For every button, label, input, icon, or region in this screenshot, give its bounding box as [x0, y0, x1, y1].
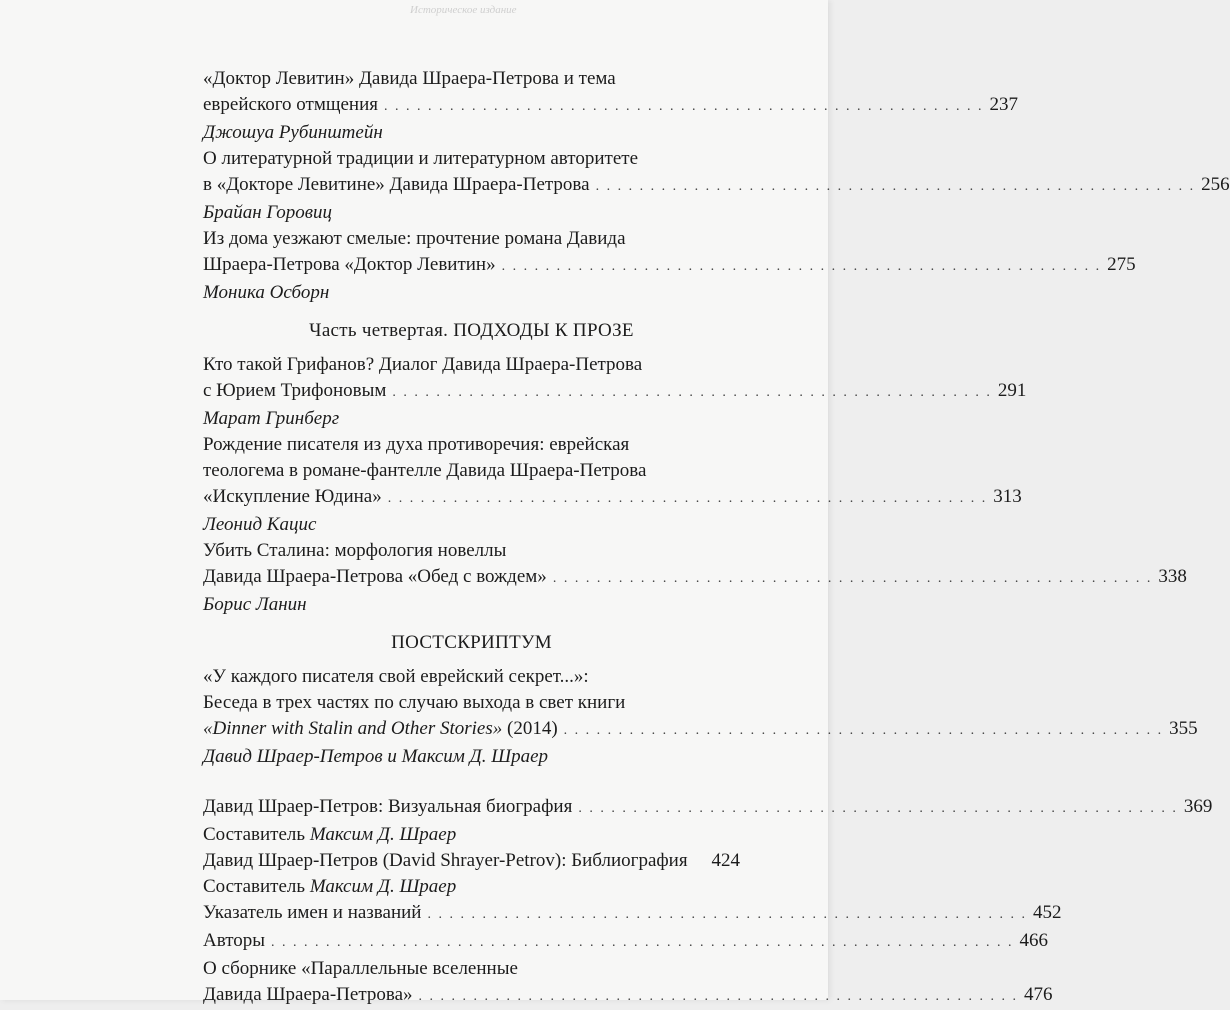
toc-entry-title-last: в «Докторе Левитине» Давида Шраера-Петрова . . . . . . . . . . . . . . . . . . . . . . . . . . . . . . . . . . . . . . . . . . . . . . . . . . . . . . . 256	[203, 172, 740, 200]
leader-dots: . . . . . . . . . . . . . . . . . . . . . . . . . . . . . . . . . . . . . . . . . . . . . . . . . . . . . . .	[387, 491, 988, 506]
toc-entry-title: О сборнике «Параллельные вселенные	[203, 958, 518, 979]
page-number: 424	[711, 850, 740, 871]
toc-entry-title-last: Давид Шраер-Петров: Визуальная биография . . . . . . . . . . . . . . . . . . . . . . . . . . . . . . . . . . . . . . . . . . . . . . . . . . . . . . . 369	[203, 794, 740, 822]
toc-entry	[203, 848, 740, 900]
leader-dots: . . . . . . . . . . . . . . . . . . . . . . . . . . . . . . . . . . . . . . . . . . . . . . . . . . . . . . .	[384, 99, 984, 114]
toc-entry	[203, 664, 1198, 770]
toc-entry-title-last: Указатель имен и названий . . . . . . . . . . . . . . . . . . . . . . . . . . . . . . . . . . . . . . . . . . . . . . . . . . . . . . . 452	[203, 900, 740, 928]
leader-dots: . . . . . . . . . . . . . . . . . . . . . . . . . . . . . . . . . . . . . . . . . . . . . . . . . . . . . . .	[563, 723, 1164, 738]
leader-dots: . . . . . . . . . . . . . . . . . . . . . . . . . . . . . . . . . . . . . . . . . . . . . . . . . . . . . . .	[578, 801, 1178, 816]
toc-entry-title: «У каждого писателя свой еврейский секрет...»:	[203, 666, 589, 687]
toc-entry	[203, 66, 1018, 146]
toc-entry	[203, 538, 1187, 618]
toc-entry	[203, 900, 1062, 928]
toc-entry-title-last: Давида Шраера-Петрова» . . . . . . . . . . . . . . . . . . . . . . . . . . . . . . . . . . . . . . . . . . . . . . . . . . . . . . . 476	[203, 982, 740, 1010]
toc-entry-title: теологема в романе-фантелле Давида Шраера-Петрова	[203, 460, 647, 481]
page-number: 256	[1201, 174, 1230, 195]
toc-entry-title: О литературной традиции и литературном авторитете	[203, 148, 638, 169]
section-heading-part-four: Часть четвертая. ПОДХОДЫ К ПРОЗЕ	[309, 320, 634, 341]
page-number: 338	[1158, 566, 1187, 587]
toc-entry-title-last: с Юрием Трифоновым . . . . . . . . . . . . . . . . . . . . . . . . . . . . . . . . . . . . . . . . . . . . . . . . . . . . . . . 291	[203, 378, 740, 406]
page-number: 355	[1169, 718, 1198, 739]
toc-entry-title-last: Шраера-Петрова «Доктор Левитин» . . . . . . . . . . . . . . . . . . . . . . . . . . . . . . . . . . . . . . . . . . . . . . . . . . . . . . . 275	[203, 252, 740, 280]
toc-entry-title: Беседа в трех частях по случаю выхода в свет книги	[203, 692, 626, 713]
page-number: 452	[1032, 902, 1062, 923]
leader-dots: . . . . . . . . . . . . . . . . . . . . . . . . . . . . . . . . . . . . . . . . . . . . . . . . . . . . . . .	[501, 259, 1102, 274]
toc-entry-title-last: Давид Шраер-Петров (David Shrayer-Petrov): Библиография 424	[203, 848, 740, 874]
toc-entry	[203, 794, 1213, 848]
toc-entry-title: Убить Сталина: морфология новеллы	[203, 540, 507, 561]
leader-dots: . . . . . . . . . . . . . . . . . . . . . . . . . . . . . . . . . . . . . . . . . . . . . . . . . . . . . . .	[392, 385, 992, 400]
section-heading-postscript: ПОСТСКРИПТУМ	[391, 632, 552, 653]
toc-entry-title: Рождение писателя из духа противоречия: еврейская	[203, 434, 630, 455]
page-number: 275	[1107, 254, 1136, 275]
toc-entry-title-last: еврейского отмщения . . . . . . . . . . . . . . . . . . . . . . . . . . . . . . . . . . . . . . . . . . . . . . . . . . . . . . . 237	[203, 92, 740, 120]
toc-entry-author: Марат Гринберг	[203, 408, 340, 429]
spacer	[203, 770, 740, 794]
toc-entry	[203, 226, 1136, 306]
leader-dots: . . . . . . . . . . . . . . . . . . . . . . . . . . . . . . . . . . . . . . . . . . . . . . . . . . . . . . . . . . . . . . . . . . . .	[271, 935, 1014, 950]
leader-dots: . . . . . . . . . . . . . . . . . . . . . . . . . . . . . . . . . . . . . . . . . . . . . . . . . . . . . . .	[427, 907, 1027, 922]
page-number: 466	[1019, 930, 1049, 951]
toc-entry-title-last: Давида Шраера-Петрова «Обед с вождем» . . . . . . . . . . . . . . . . . . . . . . . . . . . . . . . . . . . . . . . . . . . . . . . . . . . . . . . 338	[203, 564, 740, 592]
page-number: 313	[993, 486, 1022, 507]
toc-entry-author: Борис Ланин	[203, 594, 307, 615]
table-of-contents	[203, 66, 1230, 1010]
toc-entry-compiler: Составитель Максим Д. Шраер	[203, 824, 457, 845]
leader-dots: . . . . . . . . . . . . . . . . . . . . . . . . . . . . . . . . . . . . . . . . . . . . . . . . . . . . . . .	[595, 179, 1196, 194]
toc-entry-title: «Доктор Левитин» Давида Шраера-Петрова и тема	[203, 68, 616, 89]
toc-entry-title-last: Авторы . . . . . . . . . . . . . . . . . . . . . . . . . . . . . . . . . . . . . . . . . . . . . . . . . . . . . . . . . . . . . . . . . . . . 466	[203, 928, 740, 956]
page-number: 476	[1024, 984, 1053, 1005]
header-bleed: Историческое издание	[410, 4, 517, 16]
book-title-italic: «Dinner with Stalin and Other Stories»	[203, 718, 503, 739]
toc-entry-author: Брайан Горовиц	[203, 202, 332, 223]
page-number: 291	[997, 380, 1027, 401]
toc-entry-title-last: «Dinner with Stalin and Other Stories» (2014) . . . . . . . . . . . . . . . . . . . . . . . . . . . . . . . . . . . . . . . . . . . . . . . . . . . . . . . 355	[203, 716, 740, 744]
leader-dots: . . . . . . . . . . . . . . . . . . . . . . . . . . . . . . . . . . . . . . . . . . . . . . . . . . . . . . .	[418, 989, 1019, 1004]
toc-entry	[203, 352, 1027, 432]
toc-entry	[203, 928, 1049, 956]
toc-entry	[203, 432, 1022, 538]
toc-entry-author: Давид Шраер-Петров и Максим Д. Шраер	[203, 746, 549, 767]
toc-entry-compiler: Составитель Максим Д. Шраер	[203, 876, 457, 897]
toc-entry	[203, 956, 1053, 1010]
page-number: 369	[1183, 796, 1213, 817]
leader-dots: . . . . . . . . . . . . . . . . . . . . . . . . . . . . . . . . . . . . . . . . . . . . . . . . . . . . . . .	[552, 571, 1153, 586]
toc-entry-author: Леонид Кацис	[203, 514, 317, 535]
toc-entry-title-last: «Искупление Юдина» . . . . . . . . . . . . . . . . . . . . . . . . . . . . . . . . . . . . . . . . . . . . . . . . . . . . . . . 313	[203, 484, 740, 512]
toc-entry-author: Джошуа Рубинштейн	[203, 122, 383, 143]
toc-entry-author: Моника Осборн	[203, 282, 330, 303]
toc-entry-title: Кто такой Грифанов? Диалог Давида Шраера-Петрова	[203, 354, 643, 375]
toc-entry	[203, 146, 1230, 226]
page-number: 237	[989, 94, 1018, 115]
toc-entry-title: Из дома уезжают смелые: прочтение романа Давида	[203, 228, 626, 249]
